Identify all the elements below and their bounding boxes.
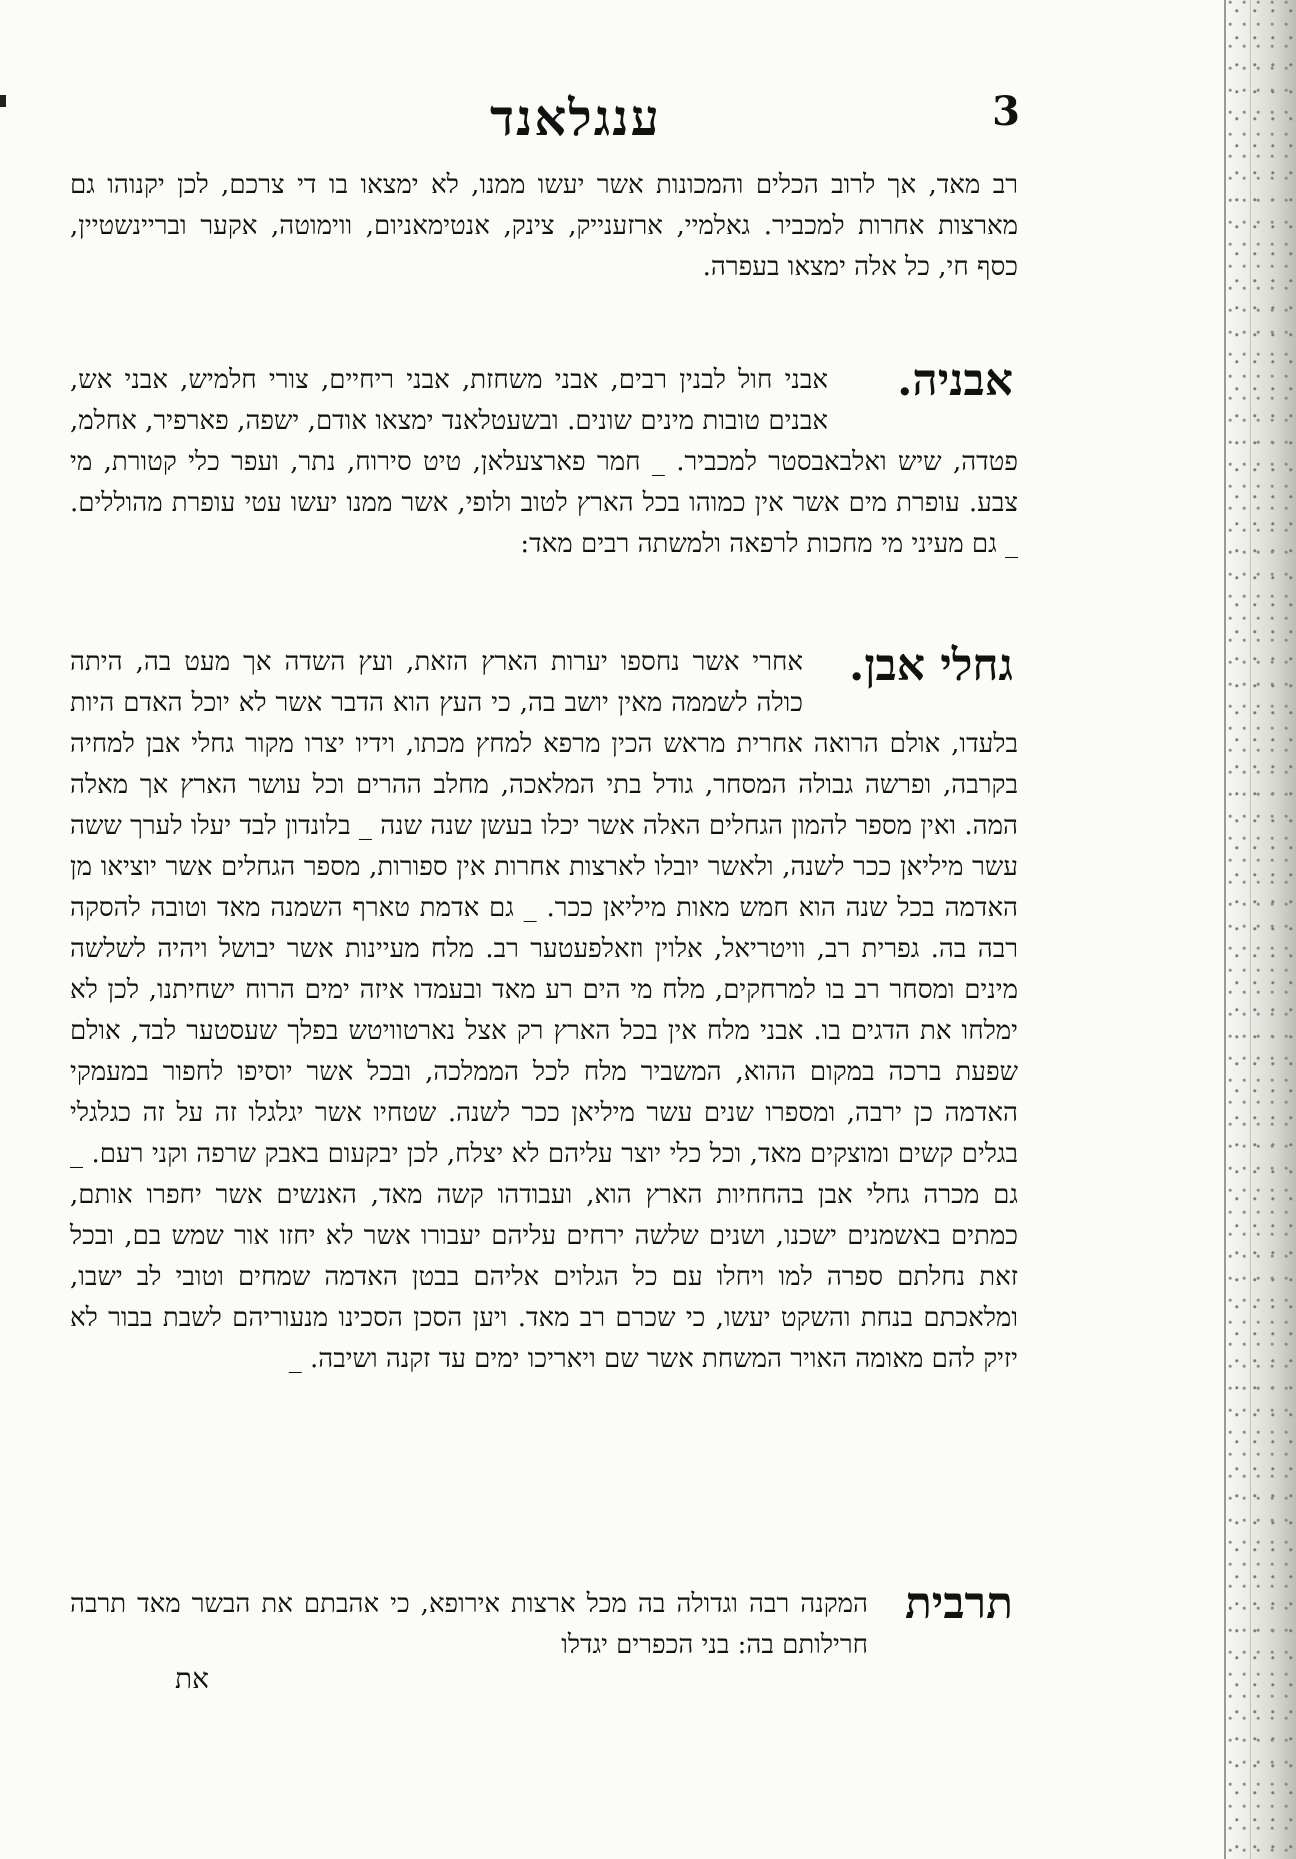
section-label-husbandry: תרבית [904,1578,1013,1629]
section-label-coal: גחלי אבן. [849,640,1013,691]
label-spacer [803,642,1018,724]
label-spacer [828,360,1018,442]
section-text-stones: אבני חול לבנין רבים, אבני משחזת, אבני ריחיים, צורי חלמיש, אבני אש, אבנים טובות מינים שונים. ובשעטלאנד ימצאו אודם, ישפה, פארפיר, אחלמ, פטדה, שיש ואלבאבסטר למכביר. _ חמר פארצעלאן, טיט סירוח, נתר, ועפר כלי קטורת, מי צבע. עופרת מים אשר אין כמוהו בכל הארץ לטוב ולופי, אשר ממנו יעשו עטי עופרת מהוללים. _ גם מעיני מי מחכות לרפאה ולמשתה רבים מאד: [70,365,1018,559]
section-text-coal: אחרי אשר נחספו יערות הארץ הזאת, ועץ השדה אך מעט בה, היתה כולה לשממה מאין יושב בה, כי העץ הוא הדבר אשר לא יוכל האדם היות בלעדו, אולם הרואה אחרית מראש הכין מרפא למחץ מכתו, וידיו יצרו מקור גחלי אבן למחיה בקרבה, ופרשה גבולה המסחר, גודל בתי המלאכה, מחלב ההרים וכל עושר הארץ אך מאלה המה. ואין מספר להמון הגחלים האלה אשר יכלו בעשן שנה שנה _ בלונדון לבד יעלו לערך ששה עשר מיליאן ככר לשנה, ולאשר יובלו לארצות אחרות אין ספורות, מספר הגחלים אשר יוציאו מן האדמה בכל שנה הוא חמש מאות מיליאן ככר. _ גם אדמת טארף השמנה מאד וטובה להסקה רבה בה. גפרית רב, וויטריאל, אלוין וזאלפעטער רב. מלח מעיינות אשר יבושל ויהיה לשלשה מינים ומסחר רב בו למרחקים, מלח מי הים רע מאד ובעמדו איזה ימים הרוח ישחיתנו, לכן לא ימלחו את הדגים בו. אבני מלח אין בכל הארץ רק אצל נארטוויטש בפלך שעסטער לבד, אולם שפעת ברכה במקום ההוא, המשביר מלח לכל הממלכה, ובכל אשר יוסיפו לחפור במעמקי האדמה כן ירבה, ומספרו שנים עשר מיליאן ככר לשנה. שטחיו אשר יגלגלו זה על זה כגלגלי בגלים קשים ומוצקים מאד, וכל כלי יוצר עליהם לא יצלח, לכן יבקעום באבק שרפה וקני רעם. _ גם מכרה גחלי אבן בהחחיות הארץ הוא, ועבודהו קשה מאד, האנשים אשר יחפרו אותם, כמתים באשמנים ישכנו, ושנים שלשה ירחים עליהם יעבורו אשר לא יחזו אור שמש בם, ובכל זאת נחלתם ספרה למו ויחלו עם כל הגלוים אליהם בבטן האדמה שמחים וטובי לב ישבו, ומלאכתם בנחת והשקט יעשו, כי שכרם רב מאד. ויען הסכן הסכינו מנעוריהם לשבת בבור לא יזיק להם מאומה האויר המשחת אשר שם ויאריכו ימים עד זקנה ושיבה. _ [70,647,1018,1374]
margin-mark [0,95,6,107]
binding-crease [1250,0,1251,1859]
section-body-coal [70,642,1018,1380]
page-number: 3 [992,88,1020,135]
page-binding-edge [1224,0,1296,1859]
section-text-husbandry: המקנה רבה וגדולה בה מכל ארצות אירופא, כי אהבתם את הבשר מאד תרבה חרילותם בה: בני הכפרים יגדלו [70,1589,868,1660]
page-title: ענגלאנד [490,88,661,147]
running-header [60,88,1020,148]
section-body-stones [70,360,1018,565]
section-body-husbandry [70,1584,1018,1666]
intro-paragraph: רב מאד, אך לרוב הכלים והמכונות אשר יעשו ממנו, לא ימצאו בו די צרכם, לכן יקנוהו גם מארצות אחרות למכביר. גאלמיי, ארזענייק, צינק, אנטימאניום, ווימוטה, אקער ובריינשטיין, כסף חי, כל אלה ימצאו בעפרה. [70,170,1018,282]
label-spacer [868,1584,1018,1666]
section-label-stones: אבניה. [897,355,1013,406]
catchword: את [175,1662,209,1695]
